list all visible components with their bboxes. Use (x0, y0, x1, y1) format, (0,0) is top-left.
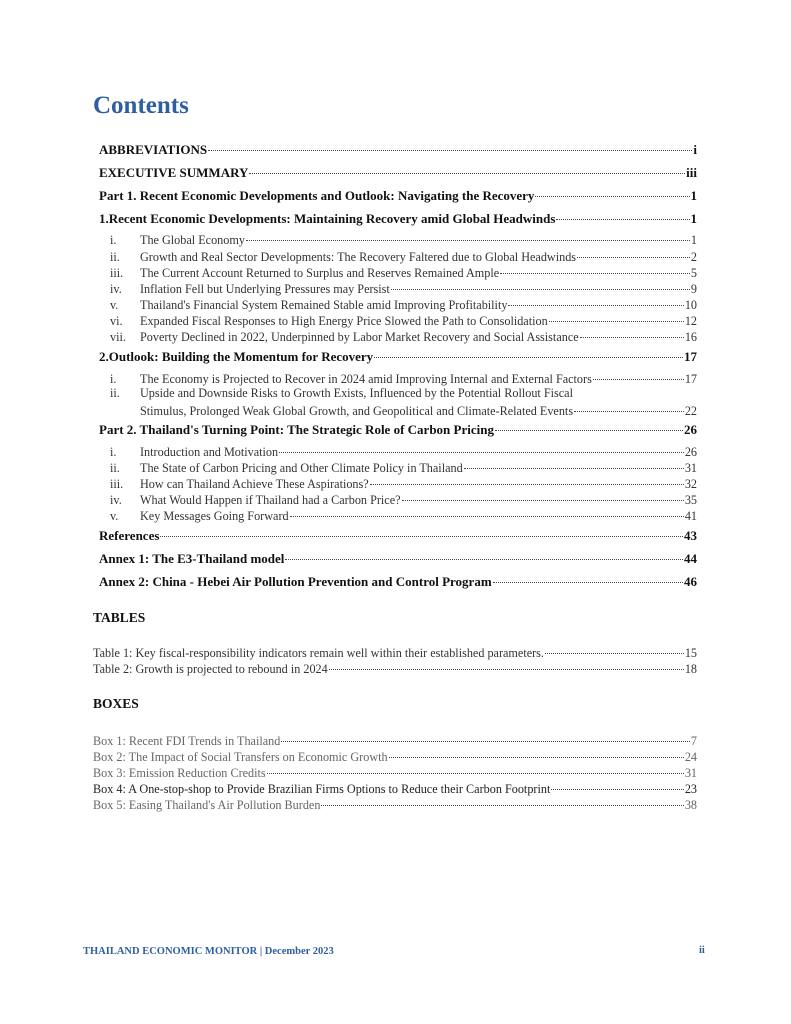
toc-entry-text: Part 2. Thailand's Turning Point: The Strategic Role of Carbon Pricing (99, 422, 494, 437)
toc-subentry-text: The Global Economy (140, 233, 245, 248)
toc-entry-text: Annex 1: The E3-Thailand model (99, 551, 285, 566)
table-list-item-text: Table 1: Key fiscal-responsibility indicators remain well within their established parameters. (93, 646, 544, 661)
toc-subentry-number: v. (110, 298, 119, 313)
dot-leader (535, 183, 689, 197)
dot-leader (545, 641, 684, 654)
toc-entry-text: References (99, 528, 160, 543)
toc-subentry-page: 31 (684, 461, 697, 476)
box-list-item-text: Box 4: A One-stop-shop to Provide Brazilian Firms Options to Reduce their Carbon Footprint (93, 782, 551, 797)
toc-entry-annex1[interactable] (99, 549, 697, 567)
toc-subentry-page: 12 (684, 314, 697, 329)
toc-subentry-number: ii. (110, 386, 120, 400)
toc-entry-references[interactable] (99, 526, 697, 544)
toc-subentry-page: 17 (684, 372, 697, 387)
toc-subentry-text: Poverty Declined in 2022, Underpinned by Labor Market Recovery and Social Assistance (140, 330, 579, 345)
toc-subentry-page: 35 (684, 493, 697, 508)
dot-leader (374, 344, 683, 358)
dot-leader (246, 228, 690, 241)
dot-leader (508, 293, 683, 306)
toc-subentry-number: iii. (110, 266, 124, 281)
toc-subentry-number: v. (110, 509, 119, 524)
toc-subentry-number: vii. (110, 330, 126, 345)
box-list-item-page: 24 (684, 750, 697, 765)
box-list-item-text: Box 1: Recent FDI Trends in Thailand (93, 734, 281, 749)
toc-entry-text: Annex 2: China - Hebei Air Pollution Prevention and Control Program (99, 574, 492, 589)
toc-subentry[interactable] (110, 370, 697, 387)
dot-leader (281, 729, 690, 742)
toc-entry-page: 46 (684, 574, 697, 589)
box-list-item-page: 31 (684, 766, 697, 781)
box-list-item-page: 23 (684, 782, 697, 797)
toc-subentry-page: 41 (684, 509, 697, 524)
toc-subentry[interactable] (110, 328, 697, 345)
toc-entry-page: 1 (690, 188, 697, 203)
toc-entry-abbreviations[interactable] (99, 140, 697, 158)
dot-leader (593, 367, 684, 380)
toc-subentry-text: Thailand's Financial System Remained Stable amid Improving Profitability (140, 298, 508, 313)
box-list-item[interactable] (93, 796, 697, 813)
toc-subentry-page: 2 (690, 250, 697, 265)
toc-subentry-text: Inflation Fell but Underlying Pressures may Persist (140, 282, 390, 297)
dot-leader (500, 261, 690, 274)
toc-entry-text: ABBREVIATIONS (99, 142, 208, 157)
toc-entry-page: 26 (684, 422, 697, 437)
toc-entry-page: 1 (690, 211, 697, 226)
dot-leader (574, 399, 684, 412)
toc-entry-text: Part 1. Recent Economic Developments and Outlook: Navigating the Recovery (99, 188, 535, 203)
dot-leader (549, 309, 684, 322)
toc-subentry-page: 9 (690, 282, 697, 297)
toc-entry-section1[interactable] (99, 209, 697, 227)
toc-subentry-text: The Economy is Projected to Recover in 2024 amid Improving Internal and External Factors (140, 372, 592, 387)
toc-entry-part1[interactable] (99, 186, 697, 204)
dot-leader (551, 777, 683, 790)
footer-date: December 2023 (264, 946, 334, 957)
toc-subentry-text-line2: Stimulus, Prolonged Weak Global Growth, and Geopolitical and Climate-Related Events (140, 404, 574, 419)
toc-subentry-number: iv. (110, 493, 122, 508)
toc-subentry-page: 16 (684, 330, 697, 345)
toc-subentry-number: i. (110, 233, 117, 248)
toc-entry-section2[interactable] (99, 347, 697, 365)
toc-entry-text: 1.Recent Economic Developments: Maintaining Recovery amid Global Headwinds (99, 211, 556, 226)
footer-page-number: ii (699, 945, 705, 956)
table-list-item-page: 15 (684, 646, 697, 661)
toc-subentry-number: iv. (110, 282, 122, 297)
toc-subentry-number: ii. (110, 250, 120, 265)
footer-separator: | (259, 946, 263, 957)
box-list-item-text: Box 2: The Impact of Social Transfers on Economic Growth (93, 750, 388, 765)
toc-entry-page: 17 (684, 349, 697, 364)
dot-leader (267, 761, 684, 774)
toc-subentry-page: 32 (684, 477, 697, 492)
table-list-item-page: 18 (684, 662, 697, 677)
dot-leader (464, 456, 684, 469)
box-list-item-page: 7 (690, 734, 697, 749)
toc-subentry-number: i. (110, 445, 117, 460)
toc-entry-executive-summary[interactable] (99, 163, 697, 181)
toc-subentry-number: iii. (110, 477, 124, 492)
toc-entry-page: i (693, 142, 697, 157)
dot-leader (321, 793, 683, 806)
box-list-item-page: 38 (684, 798, 697, 813)
toc-entry-page: iii (686, 165, 697, 180)
toc-entry-text: 2.Outlook: Building the Momentum for Recovery (99, 349, 374, 364)
toc-subentry-number: ii. (110, 461, 120, 476)
toc-subentry[interactable] (110, 507, 697, 524)
footer-publication (83, 946, 334, 957)
toc-subentry-text: Growth and Real Sector Developments: The Recovery Faltered due to Global Headwinds (140, 250, 577, 265)
dot-leader (493, 569, 683, 583)
toc-subentry-text: How can Thailand Achieve These Aspirations? (140, 477, 369, 492)
toc-subentry-page: 10 (684, 298, 697, 313)
toc-subentry-text: What Would Happen if Thailand had a Carbon Price? (140, 493, 401, 508)
dot-leader (279, 440, 684, 453)
toc-entry-text: EXECUTIVE SUMMARY (99, 165, 249, 180)
dot-leader (391, 277, 690, 290)
dot-leader (290, 504, 684, 517)
dot-leader (329, 657, 684, 670)
dot-leader (577, 245, 690, 258)
dot-leader (249, 160, 685, 174)
dot-leader (556, 206, 689, 220)
footer-publication-name: THAILAND ECONOMIC MONITOR (83, 946, 258, 957)
toc-subentry-page: 5 (690, 266, 697, 281)
dot-leader (495, 417, 683, 431)
page-title: Contents (93, 92, 189, 119)
tables-heading: TABLES (93, 610, 146, 625)
toc-subentry-number: i. (110, 372, 117, 387)
table-list-item-text: Table 2: Growth is projected to rebound in 2024 (93, 662, 328, 677)
dot-leader (208, 137, 692, 151)
toc-subentry-text: Introduction and Motivation (140, 445, 279, 460)
toc-subentry-text: Expanded Fiscal Responses to High Energy Price Slowed the Path to Consolidation (140, 314, 548, 329)
box-list-item-text: Box 3: Emission Reduction Credits (93, 766, 266, 781)
boxes-heading: BOXES (93, 696, 139, 711)
toc-entry-annex2[interactable] (99, 572, 697, 590)
dot-leader (370, 472, 684, 485)
toc-subentry-text: Key Messages Going Forward (140, 509, 289, 524)
dot-leader (389, 745, 684, 758)
toc-subentry-text: The State of Carbon Pricing and Other Climate Policy in Thailand (140, 461, 463, 476)
toc-entry-page: 43 (684, 528, 697, 543)
box-list-item-text: Box 5: Easing Thailand's Air Pollution Burden (93, 798, 321, 813)
dot-leader (285, 546, 683, 560)
dot-leader (580, 325, 684, 338)
table-list-item[interactable] (93, 660, 697, 677)
toc-entry-part2[interactable] (99, 420, 697, 438)
toc-entry-page: 44 (684, 551, 697, 566)
toc-subentry-number: vi. (110, 314, 123, 329)
dot-leader (160, 523, 683, 537)
toc-subentry-page: 22 (684, 404, 697, 419)
toc-subentry-text-line1: Upside and Downside Risks to Growth Exists, Influenced by the Potential Rollout Fiscal (140, 386, 573, 400)
dot-leader (402, 488, 684, 501)
toc-subentry-page: 1 (690, 233, 697, 248)
toc-subentry-page: 26 (684, 445, 697, 460)
toc-subentry-text: The Current Account Returned to Surplus and Reserves Remained Ample (140, 266, 500, 281)
